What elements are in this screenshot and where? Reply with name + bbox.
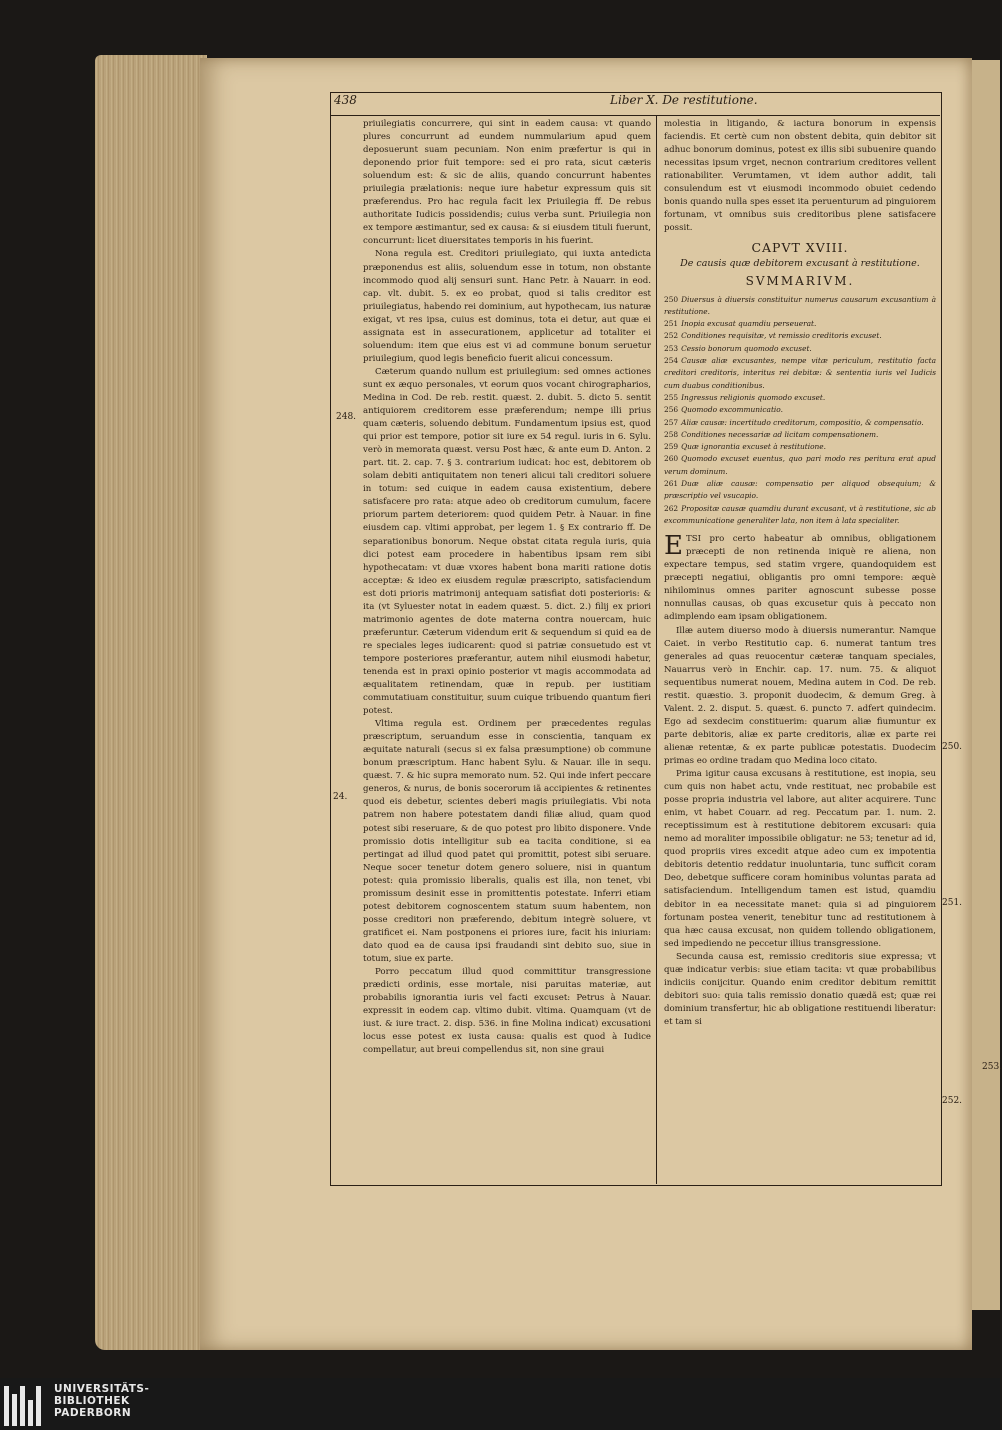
chapter-heading: CAPVT XVIII.: [751, 240, 849, 256]
drop-cap: E: [664, 531, 683, 562]
summary-item: 260 Quomodo excuset euentus, quo pari modo res peritura erat apud verum dominum.: [664, 454, 936, 476]
margin-number: 250.: [942, 742, 963, 752]
summary-item: 252 Conditiones requisitæ, vt remissio creditoris excuset.: [664, 331, 882, 341]
right-column-continuation: molestia in litigando, & iactura bonorum in expensis faciendis. Et certè cum non obstent debita, quin debitor sit adhuc bonorum dominus, potest ex illis sibi subuenire quando necessitas ipsum vrget, necnon contrarium creditores vellent rationabiliter. Verumtamen, vt idem author addit, tali consulendum est vt eiusmodi incommodo obuiet cedendo bonis quando nulla spes esset ita peruenturum ad pinguiorem fortunam, vt omnibus suis creditoribus plene satisfacere possit.: [664, 119, 936, 234]
summary-item: 255 Ingressus religionis quomodo excuset.: [664, 392, 826, 402]
page-number: 438: [334, 93, 357, 107]
chapter-subtitle: De causis quæ debitorem excusant à restitutione.: [680, 258, 920, 270]
left-paragraph: priuilegiatis concurrere, qui sint in eadem causa: vt quando plures concurrunt ad eundem nummularium apud quem deposuerunt suam pecuniam. Non enim præfertur is qui in deponendo prior fuit tempore: sed ei pro rata, sicut cæteris soluendum est: & sic de aliis, quando concurrunt habentes priuilegia prælationis: neque iure habetur expressum quis sit præferendus. Pro hac regula facit lex Priuilegia ff. De rebus authoritate Iudicis possidendis; cuius verba sunt. Priuilegia non ex tempore æstimantur, sed ex causa: & si eiusdem tituli fuerunt, concurrunt: licet diuersitates temporis in his fuerint.: [363, 119, 651, 247]
summary-item: 259 Quæ ignorantia excuset à restitutione.: [664, 442, 827, 452]
library-logo-icon: [4, 1386, 48, 1426]
left-paragraph: Porro peccatum illud quod committitur transgressione prædicti ordinis, esse mortale, nisi paruitas materiæ, aut probabilis ignorantia iuris vel facti excuset: Petrus à Nauar. expressit in eodem cap. vltimo dubit. vltima. Quamquam (vt de iust. & iure tract. 2. disp. 536. in fine Molina indicat) excusationi locus esse potest ex iusta causa: qualis est quod à Iudice compellatur, aut breui compellendus sit, non sine graui: [363, 967, 651, 1056]
summary-item: 254 Causæ aliæ excusantes, nempe vitæ periculum, restitutio facta creditori creditoris, interitus rei debitæ: & sententia iuris vel Iudicis cum duabus conditionibus.: [664, 356, 936, 390]
margin-number: 251.: [942, 898, 963, 908]
library-name: UNIVERSITÄTS- BIBLIOTHEK PADERBORN: [54, 1383, 150, 1419]
summary-item: 261 Duæ aliæ causæ: compensatio per aliquod obsequium; & præscriptio vel vsucapio.: [664, 479, 936, 501]
left-paragraph: Cæterum quando nullum est priuilegium: sed omnes actiones sunt ex æquo personales, vt eorum quos vocant chirographarios, Medina in Cod. De reb. restit. quæst. 2. dubit. 5. dicto 5. sentit antiquiorem creditorem esse præferendum; nempe illi prius quam cæteris, soluendo debitum. Fundamentum ipsius est, quod qui prior est tempore, potior sit iure ex 54 regul. iuris in 6. Sylu. verò in memorata quæst. versu Post hæc, & ante eum D. Anton. 2 part. tit. 2. cap. 7. § 3. contrarium iudicat: hoc est, debitorem ob solam debiti antiquitatem non teneri alicui tali creditori soluere in totum: sed cuique in eadem causa existentium, debere satisfacere pro rata: atque adeo ob creditorum cumulum, facere priorum partem deteriorem: quod quidem Petr. à Nauar. in fine eiusdem cap. vltimi approbat, per legem 1. § Ex contrario ff. De separationibus bonorum. Neque obstat citata regula iuris, quia dici potest eam procedere in habentibus ipsam rem sibi hypothecatam: vt duæ vxores habent bona mariti ratione dotis acceptæ: & ideo ex eiusdem regulæ præscripto, satisfaciendum est doti prioris matrimonij antequam satisfiat doti posterioris: & ita (vt Syluester notat in eadem quæst. 5. dict. 2.) filij ex priori matrimonio agentes de dote materna contra nouercam, huic præferuntur. Cæterum videndum erit & sequendum si quid ea de re speciales leges iudicarent: quod si patriæ consuetudo est vt tempore posteriores præferantur, autem nihil eiusmodi habetur, tenenda est in praxi opinio posterior vt magis accommodata ad æqualitatem retinendam, quæ in repub. per iustitiam commutatiuam constituitur, suum cuique tribuendo quantum fieri potest.: [363, 366, 651, 717]
summary-item: 251 Inopia excusat quamdiu perseuerat.: [664, 319, 817, 329]
right-paragraph: Illæ autem diuerso modo à diuersis numerantur. Namque Caiet. in verbo Restitutio cap. 6. numerat tantum tres generales ad quas reuocentur cæteræ tanquam speciales, Nauarrus verò in Enchir. cap. 17. num. 75. & aliquot sequentibus numerat nouem, Medina autem in Cod. De reb. restit. quæstio. 3. proponit duodecim, & demum Greg. à Valent. 2. 2. disput. 5. quæst. 6. puncto 7. adfert quindecim. Ego ad sexdecim constituerim: quarum aliæ fiumuntur ex parte debitoris, aliæ ex parte creditoris, aliæ ex parte rei alienæ retentæ, & ex parte publicæ potestatis. Duodecim primas eo ordine tradam quo Medina loco citato.: [664, 625, 936, 766]
left-paragraph: Vltima regula est. Ordinem per præcedentes regulas præscriptum, seruandum esse in conscientia, tanquam ex æquitate naturali (secus si ex falsa præsumptione) ob commune bonum præscriptum. Hanc habent Sylu. & Nauar. ille in sequ. quæst. 7. & hic supra memorato num. 52. Qui inde infert peccare generos, & nurus, de bonis socerorum iã accipientes & retinentes quod eis debetur, scientes deberi magis priuilegiatis. Vbi nota patrem non habere potestatem dandi filiæ aliud, quam quod potest sibi reseruare, & de quo potest pro libito disponere. Vnde promissio dotis intelligitur sub ea tacita conditione, si ea pertingat ad illud quod patet qui promittit, potest sibi seruare. Neque socer tenetur dotem genero soluere, nisi in quantum potest: quia promissio liberalis, qualis est illa, non tenet, vbi promissum desinit esse in promittentis potestate. Inferri etiam potest debitorem cognoscentem statum suum habentem, non posse creditori non præferendo, debitum integrè soluere, vt gratificet ei. Nam postponens ei priores iure, facit his iniuriam: dato quod ea de causa ipsi fraudandi sint debito suo, siue in totum, siue ex parte.: [363, 719, 651, 964]
summary-item: 258 Conditiones necessariæ ad licitam compensationem.: [664, 429, 879, 439]
margin-number: 252.: [942, 1096, 963, 1106]
header-rule: [330, 115, 940, 116]
chapter-opening: ETSI pro certo habeatur ab omnibus, obligationem præcepti de non retinenda iniquè re aliena, non expectare tempus, sed statim vrgere, quandoquidem est præcepti negatiui, obligantis pro omni tempore: æquè nihilominus omnes pariter agnoscunt subesse posse nonnullas causas, ob quas excusetur quis à peccato non adimplendo eam ipsam obligationem.: [664, 531, 936, 623]
summary-item: 257 Aliæ causæ: incertitudo creditorum, compositio, & compensatio.: [664, 417, 924, 427]
library-footer: [0, 1378, 1000, 1430]
summary-item: 262 Propositæ causæ quamdiu durant excusant, vt à restitutione, sic ab excommunicatione generaliter lata, non item à lata specialiter.: [664, 503, 936, 525]
summary-heading: SVMMARIVM.: [745, 273, 855, 288]
margin-number: 253.: [982, 1062, 1002, 1072]
column-divider: [656, 115, 657, 1184]
margin-number: 248.: [336, 412, 357, 422]
facing-page-edge: [972, 60, 1000, 1310]
margin-number: 24.: [333, 792, 348, 802]
running-title: Liber X. De restitutione.: [610, 93, 758, 107]
left-paragraph: Nona regula est. Creditori priuilegiato, qui iuxta antedicta præponendus est aliis, soluendum esse in totum, non obstante incommodo quod alij sensuri sunt. Hanc Petr. à Nauarr. in eod. cap. vlt. dubit. 5. ex eo probat, quod si talis creditor est priuilegiatus, habendo rei dominium, aut hypothecam, ius naturæ exigat, vt res ipsa, cuius est dominus, tota ei detur, aut quæ ei assignata est in assecurationem, applicetur ad totaliter ei soluendum: item que eius est vi ad commune bonum seruetur priuilegium, quod legis beneficio fuerit alicui concessum.: [363, 249, 651, 364]
page-edges: [95, 55, 207, 1350]
right-paragraph: Secunda causa est, remissio creditoris siue expressa; vt quæ indicatur verbis: siue etiam tacita: vt quæ probabilibus indiciis conijcitur. Quando enim creditor debitum remittit debitori suo: quia talis remissio donatio quædã est; quæ rei dominium transfertur, hic ab obligatione restituendi liberatur: et tam si: [664, 951, 936, 1027]
summary-item: 253 Cessio bonorum quomodo excuset.: [664, 343, 812, 353]
right-column: [664, 118, 936, 1029]
right-paragraph: Prima igitur causa excusans à restitutione, est inopia, seu cum quis non habet actu, vnde restituat, nec probabile est posse propria industria vel labore, aut aliter acquirere. Tunc enim, vt habet Couarr. ad reg. Peccatum par. 1. num. 2. receptissimum est à restitutione debitorem excusari: quia nemo ad moraliter impossibile obligatur: ne 53; tenetur ad id, quod propriis vires excedit atque adeo cum ex impotentia debitoris detentio reddatur inuoluntaria, tunc sufficit coram Deo, debetque sufficere coram hominibus voluntas parata ad satisfaciendum. Intelligendum tamen est istud, quamdiu debitor in ea necessitate manet: quia si ad pinguiorem fortunam postea venerit, tenebitur tunc ad restitutionem à qua hæc causa excusat, non quidem tollendo obligationem, sed impediendo ne peccetur illius transgressione.: [664, 769, 936, 949]
left-column: [363, 118, 651, 1057]
summary-item: 250 Diuersus à diuersis constituitur numerus causarum excusantium à restitutione.: [664, 294, 936, 316]
summary-item: 256 Quomodo excommunicatio.: [664, 405, 783, 415]
summary-list: [664, 294, 936, 528]
